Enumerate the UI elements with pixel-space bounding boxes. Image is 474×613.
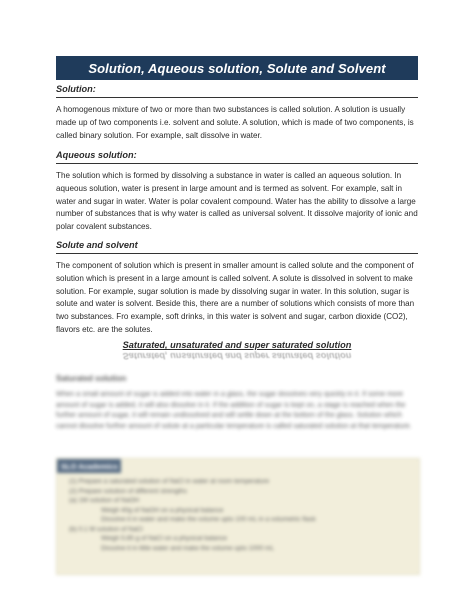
section-text-aqueous: The solution which is formed by dissolving a substance in water is called an aqueous solution. In aqueous solution, water is present in large amount and is termed as solvent. For example, salt in water and sugar in water. Water is polar covalent compound. Water has the ability to dissolve a large number of substances that is why water is called as universal solvent. It dissolve majority of ionic and polar covalent substances. xyxy=(56,171,418,232)
activity-item: (2) Prepare solution of different strengths xyxy=(69,487,188,495)
title-banner xyxy=(56,56,418,80)
page-title: Solution, Aqueous solution, Solute and Solvent xyxy=(88,60,386,76)
activity-subitem: Weigh 5.85 g of NaCl on a physical balance xyxy=(101,535,227,542)
heading-reflection: Saturated, unsaturated and super saturated solution xyxy=(122,351,352,361)
blurred-subheading: Saturated solution xyxy=(56,374,127,383)
next-section-heading: Saturated, unsaturated and super saturated solution xyxy=(122,340,352,350)
activity-item: (b) 0.1 M solution of NaCl xyxy=(69,525,143,533)
section-text-solution: A homogenous mixture of two or more than two substances is called solution. A solution is usually made up of two components i.e. solvent and solute. A solution, which is made of two components, is called binary solution. For example, salt dissolve in water. xyxy=(56,105,414,140)
activity-item: (a) 1M solution of NaOH xyxy=(69,497,140,504)
activity-subitem: Weigh 40g of NaOH on a physical balance xyxy=(101,506,224,514)
activity-box xyxy=(56,458,420,575)
section-text-solute-solvent: The component of solution which is present in smaller amount is called solute and the component of solution which is present in a large amount is called solvent. A solute is dissolved in solvent to make solution. For example, sugar solution is made by dissolving sugar in water. In this solution, sugar is solute and water is solvent. Beside this, there are a number of solutions which consists of more than two substances. Fro example, soft drinks, in this water is solvent and sugar, carbon dioxide (CO2), flavors etc. are the solutes. xyxy=(56,261,415,334)
activity-item: (1) Prepare a saturated solution of NaCl in water at room temperature xyxy=(69,478,270,485)
section-heading-solute-solvent: Solute and solvent xyxy=(56,240,418,254)
activity-subitem: Dissolve it in water and make the volume upto 100 mL in a volumetric flask xyxy=(101,516,316,523)
activity-label: SLO Academics xyxy=(57,459,121,473)
section-heading-aqueous: Aqueous solution: xyxy=(56,150,418,164)
activity-list xyxy=(69,477,409,553)
section-heading-solution: Solution: xyxy=(56,84,418,98)
activity-subitem: Dissolve it in little water and make the volume upto 1000 mL xyxy=(101,544,275,552)
blurred-paragraph: When a small amount of sugar is added into water in a glass, the sugar dissolves very quickly in it. If some more amount of sugar is added, it will also dissolve in it. If the addition of sugar is kept on, a stage is reached when the further amount of sugar, it will remain undissolved and will settle down at the bottom of the glass. Solution which cannot dissolve further amount of solute at a particular temperature is called saturated solution at that temperature. xyxy=(56,391,412,430)
